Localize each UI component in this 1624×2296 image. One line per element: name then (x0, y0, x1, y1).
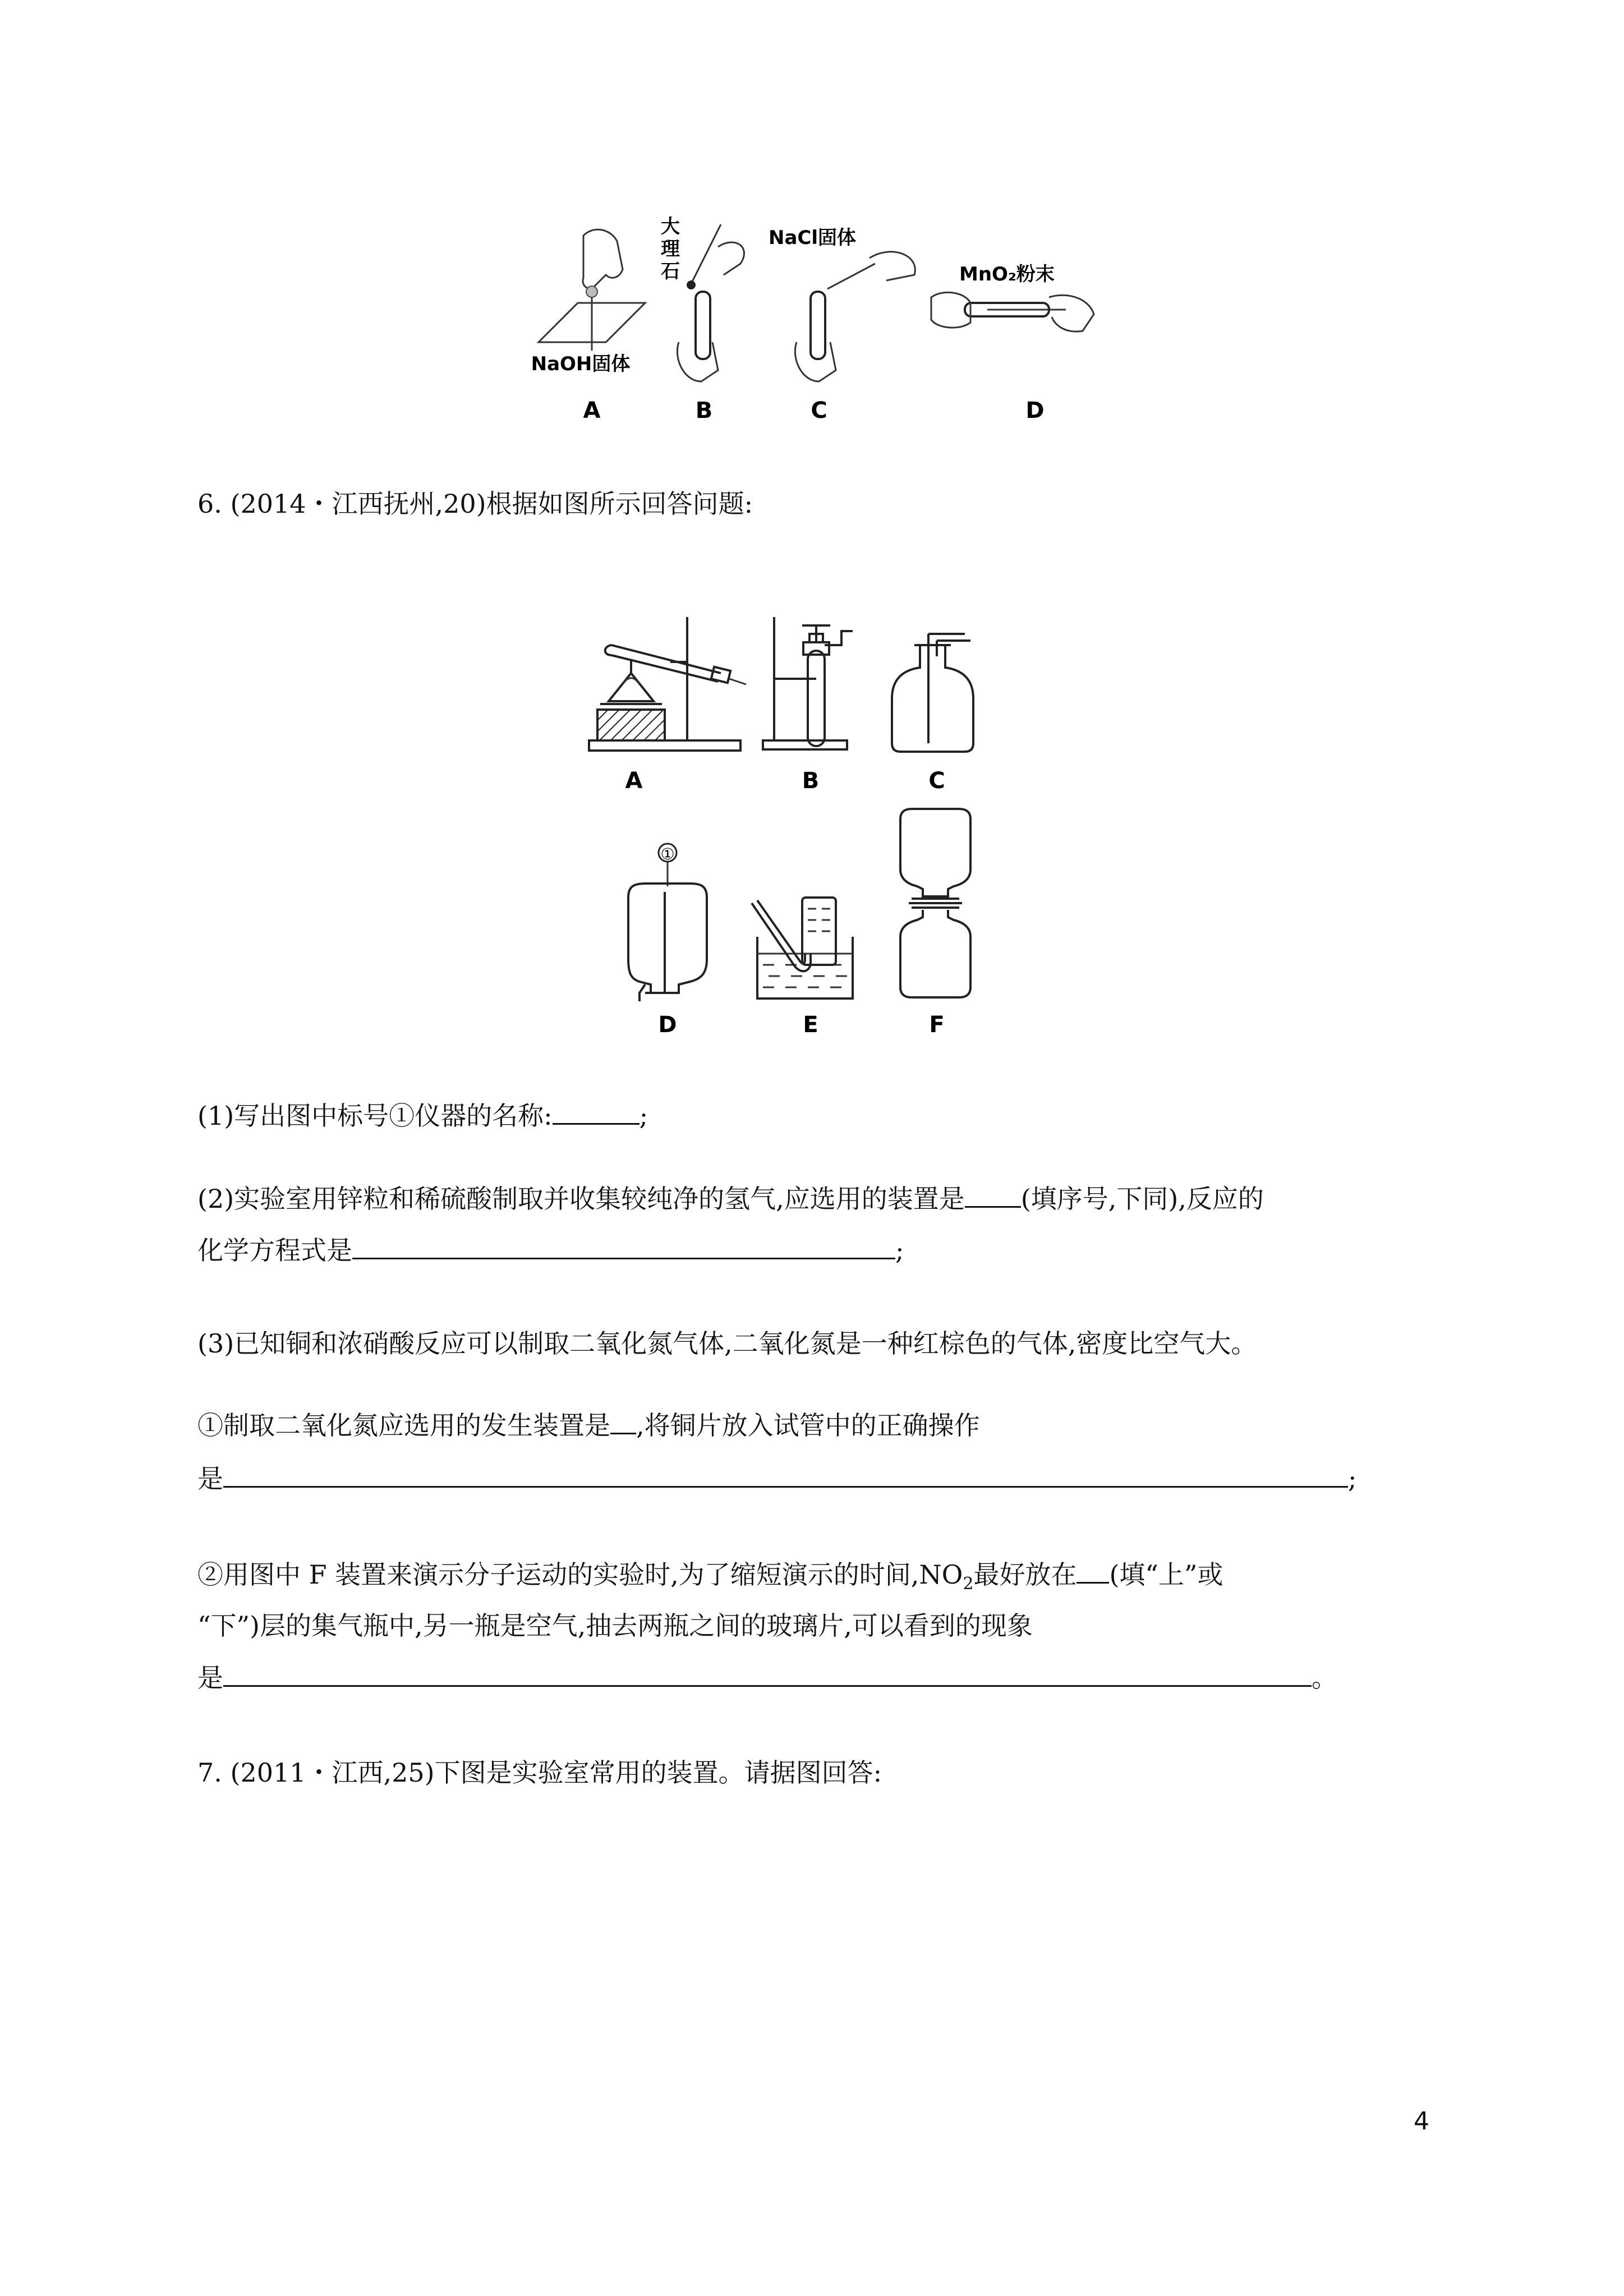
q3a-text-b: ,将铜片放入试管中的正确操作 (636, 1410, 980, 1441)
marble-label-1: 大 (661, 215, 680, 238)
figure1-label-d: D (1025, 398, 1045, 424)
figure1-panel-d (931, 263, 1094, 424)
apparatus-a (589, 617, 746, 794)
marble-label-2: 理 (661, 238, 680, 260)
q3b-text-a: ②用图中 F 装置来演示分子运动的实验时,为了缩短演示的时间,NO (197, 1559, 963, 1590)
apparatus-f (900, 809, 970, 1038)
q2-equation-blank[interactable] (352, 1233, 895, 1259)
figure1-label-b: B (695, 398, 713, 424)
apparatus-c (892, 634, 973, 794)
page-number: 4 (1414, 2107, 1429, 2136)
q1-text: (1)写出图中标号①仪器的名称: (197, 1101, 553, 1131)
figure1-panel-c (769, 227, 915, 424)
figure1-label-a: A (583, 398, 601, 424)
q3a-apparatus-blank[interactable] (610, 1408, 636, 1434)
apparatus-e (752, 898, 853, 1038)
q2-text-b: (填序号,下同),反应的 (1020, 1184, 1264, 1214)
q3-text: (3)已知铜和浓硝酸反应可以制取二氧化氮气体,二氧化氮是一种红棕色的气体,密度比空气大。 (197, 1328, 1257, 1359)
q2-apparatus-blank[interactable] (965, 1181, 1021, 1208)
q2-line1 (197, 1181, 1264, 1216)
q3b-line3-suffix: 。 (1312, 1663, 1337, 1693)
q2-text-a: (2)实验室用锌粒和稀硫酸制取并收集较纯净的氢气,应选用的装置是 (197, 1184, 965, 1214)
question6-title: 6. (2014・江西抚州,20)根据如图所示回答问题: (197, 489, 753, 519)
q3b-line3-text: 是 (197, 1663, 223, 1693)
apparatus-label-e: E (803, 1012, 818, 1038)
figure1-label-c: C (811, 398, 827, 424)
q3b-line1 (197, 1557, 1223, 1601)
apparatus-label-b: B (802, 768, 820, 794)
q2-line2-text: 化学方程式是 (197, 1235, 352, 1266)
q3b-line3 (197, 1660, 1337, 1695)
q2-line2-suffix: ; (895, 1235, 904, 1266)
q3a-operation-blank[interactable] (223, 1461, 1348, 1488)
q1-answer-blank[interactable] (553, 1098, 640, 1125)
question7-title: 7. (2011・江西,25)下图是实验室常用的装置。请据图回答: (197, 1757, 882, 1788)
apparatus-label-d: D (658, 1012, 677, 1038)
q3a-text-a: ①制取二氧化氮应选用的发生装置是 (197, 1410, 610, 1441)
figure1-panel-b (661, 215, 744, 424)
q3b-subscript: 2 (963, 1574, 974, 1594)
apparatus-b (763, 617, 853, 794)
nacl-label: NaCl固体 (769, 227, 857, 249)
q3b-text-b: 最好放在 (973, 1559, 1077, 1590)
q3a-line2-text: 是 (197, 1464, 223, 1494)
apparatus-label-f: F (929, 1012, 945, 1038)
q3b-layer-blank[interactable] (1076, 1557, 1109, 1584)
figure1-panel-a (531, 229, 645, 424)
solid-handling-figure (527, 213, 1122, 438)
marble-label-3: 石 (661, 260, 680, 283)
q3b-phenomenon-blank[interactable] (223, 1660, 1312, 1687)
naoh-label: NaOH固体 (531, 353, 631, 375)
q3a-line2 (197, 1461, 1357, 1496)
apparatus-label-c: C (928, 768, 945, 794)
q2-line2 (197, 1233, 904, 1267)
marker-circled-1: ① (660, 845, 675, 863)
apparatus-figure (578, 606, 1066, 1043)
apparatus-label-a: A (625, 768, 643, 794)
q1-line (197, 1098, 648, 1133)
q3a-line1 (197, 1408, 980, 1442)
q3b-text-c: (填“上”或 (1109, 1559, 1223, 1590)
mno2-label: MnO₂粉末 (959, 263, 1055, 286)
q3a-line2-suffix: ; (1348, 1464, 1357, 1494)
apparatus-d (628, 844, 707, 1038)
q3b-line2: “下”)层的集气瓶中,另一瓶是空气,抽去两瓶之间的玻璃片,可以看到的现象 (197, 1611, 1033, 1641)
q1-suffix: ; (639, 1101, 648, 1131)
